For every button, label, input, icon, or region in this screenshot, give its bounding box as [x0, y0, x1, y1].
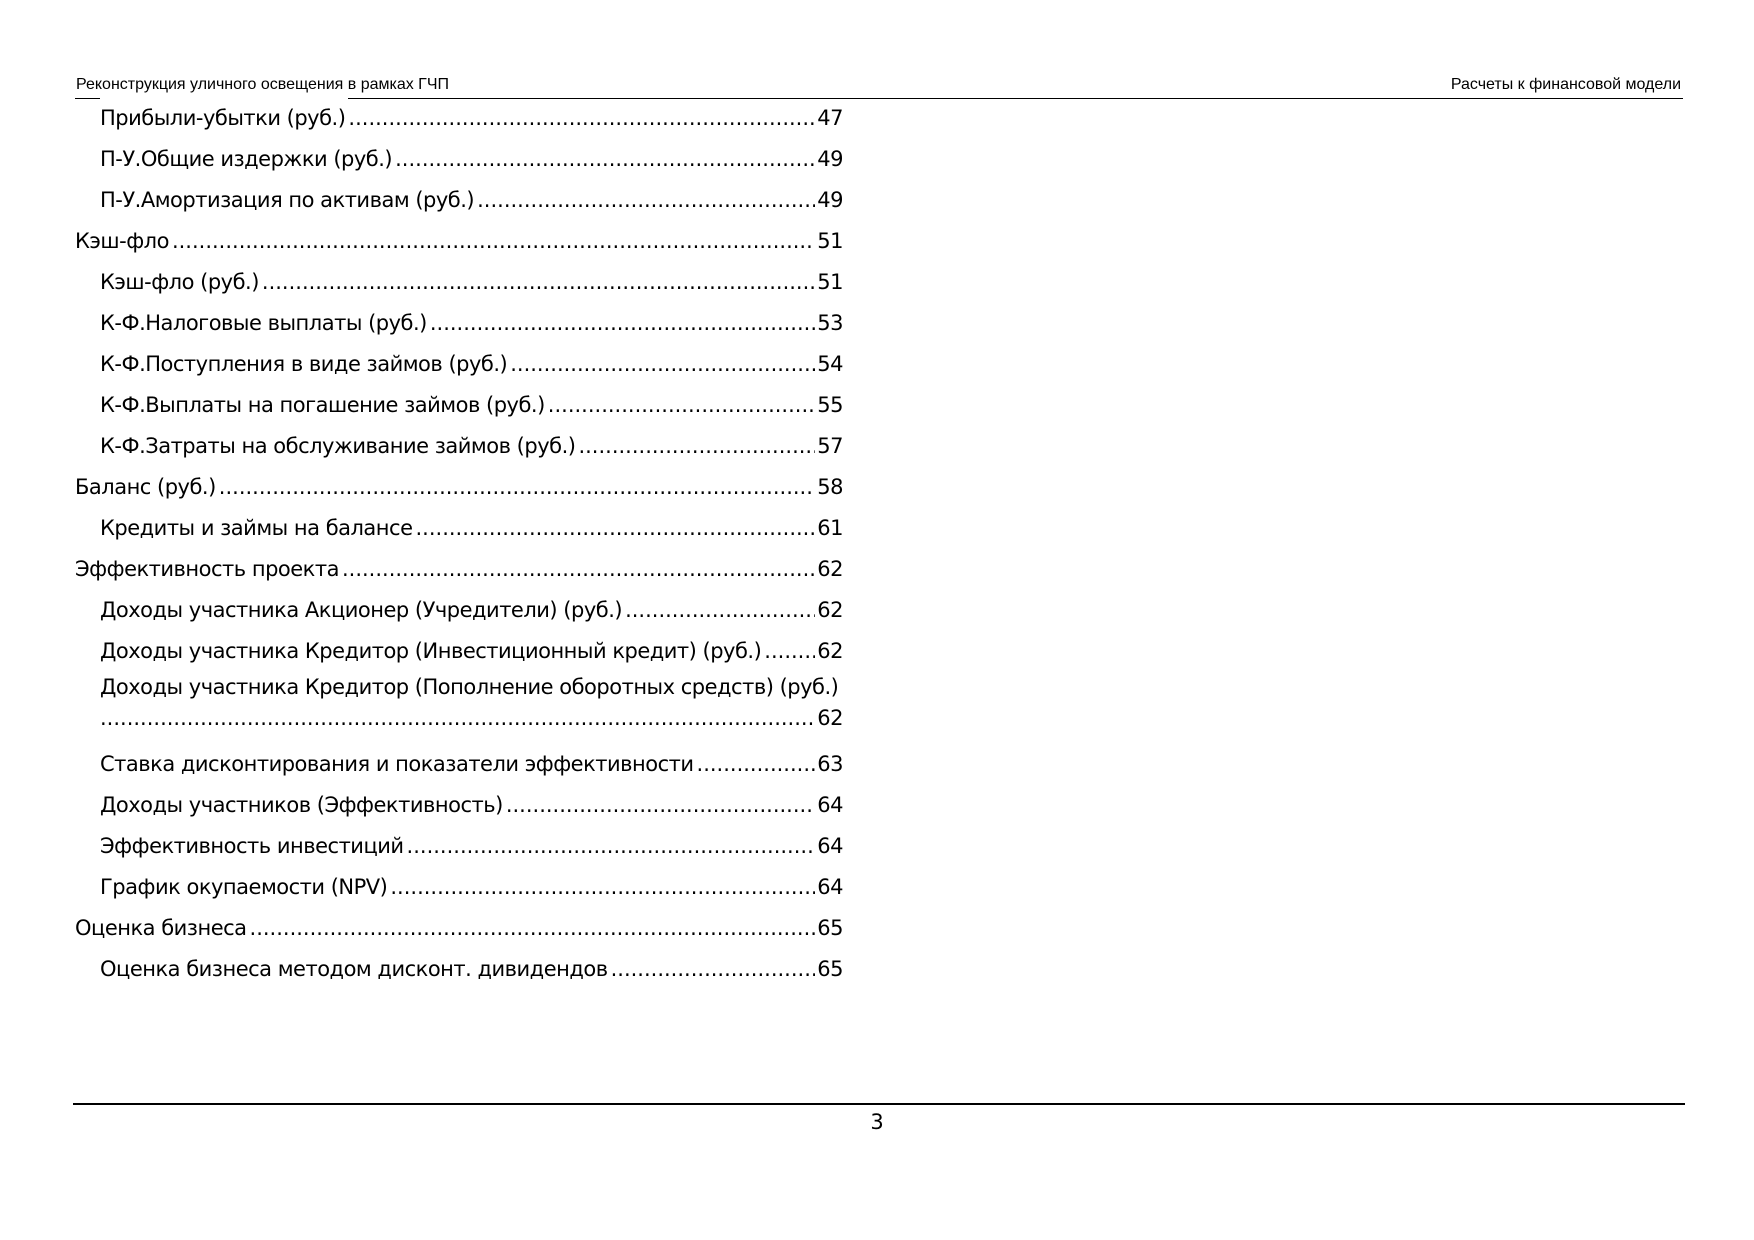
toc-dot-leader: [697, 744, 816, 785]
toc-entry[interactable]: [75, 949, 843, 990]
page-number: 3: [870, 1110, 884, 1134]
toc-entry[interactable]: [75, 139, 843, 180]
toc-entry-title: Кэш-фло (руб.): [100, 262, 262, 303]
toc-entry-page: 57: [817, 434, 843, 458]
toc-entry-title: К-Ф.Налоговые выплаты (руб.): [100, 303, 430, 344]
toc-entry-page: 49: [817, 188, 843, 212]
toc-entry-title: К-Ф.Затраты на обслуживание займов (руб.): [100, 426, 578, 467]
toc-entry-page: 62: [817, 706, 843, 730]
toc-dot-leader: [611, 949, 816, 990]
toc-entry[interactable]: [75, 508, 843, 549]
toc-dot-leader: [625, 590, 815, 631]
toc-entry-page: 62: [817, 557, 843, 581]
toc-entry[interactable]: [75, 426, 843, 467]
page-header: [75, 74, 1683, 99]
toc-entry-title: К-Ф.Поступления в виде займов (руб.): [100, 344, 510, 385]
toc-entry[interactable]: [75, 672, 843, 744]
toc-entry-title: Ставка дисконтирования и показатели эффективности: [100, 744, 697, 785]
toc-entry-page: 54: [817, 352, 843, 376]
toc-entry[interactable]: [75, 467, 843, 508]
toc-dot-leader: [172, 221, 815, 262]
toc-entry[interactable]: [75, 785, 843, 826]
toc-entry-title: Оценка бизнеса: [75, 908, 250, 949]
toc-entry[interactable]: [75, 303, 843, 344]
toc-entry[interactable]: [75, 549, 843, 590]
toc-entry-page: 58: [817, 475, 843, 499]
toc-entry[interactable]: [75, 180, 843, 221]
toc-entry[interactable]: [75, 826, 843, 867]
toc-dot-leader: [100, 703, 815, 734]
toc-entry-page: 51: [817, 270, 843, 294]
toc-dot-leader: [764, 631, 815, 672]
toc-dot-leader: [342, 549, 815, 590]
toc-entry[interactable]: [75, 262, 843, 303]
toc-dot-leader: [510, 344, 815, 385]
toc-entry-page: 62: [817, 639, 843, 663]
toc-entry[interactable]: [75, 631, 843, 672]
toc-entry-page: 64: [817, 793, 843, 817]
toc-entry-title: Эффективность инвестиций: [100, 826, 407, 867]
toc-dot-leader: [548, 385, 815, 426]
toc-entry-page: 64: [817, 875, 843, 899]
toc-entry-page: 62: [817, 598, 843, 622]
toc-entry-title: Прибыли-убытки (руб.): [100, 98, 348, 139]
toc-entry-title: Баланс (руб.): [75, 467, 219, 508]
toc-entry-page: 53: [817, 311, 843, 335]
toc-entry-title: Доходы участника Кредитор (Инвестиционный кредит) (руб.): [100, 631, 764, 672]
toc-entry[interactable]: [75, 98, 843, 139]
toc-dot-leader: [219, 467, 815, 508]
toc-entry[interactable]: [75, 385, 843, 426]
toc-entry-page: 55: [817, 393, 843, 417]
toc-entry[interactable]: [75, 590, 843, 631]
toc-entry[interactable]: [75, 221, 843, 262]
toc-entry-page: 65: [817, 957, 843, 981]
toc-entry-title: Оценка бизнеса методом дисконт. дивидендов: [100, 949, 611, 990]
toc-entry-title: График окупаемости (NPV): [100, 867, 390, 908]
toc-entry[interactable]: [75, 867, 843, 908]
toc-dot-leader: [506, 785, 815, 826]
toc-entry-title: П-У.Амортизация по активам (руб.): [100, 180, 477, 221]
toc-entry[interactable]: [75, 908, 843, 949]
toc-entry-page: 63: [817, 752, 843, 776]
toc-entry[interactable]: [75, 344, 843, 385]
toc-dot-leader: [262, 262, 815, 303]
toc-entry-title: Кэш-фло: [75, 221, 172, 262]
toc-dot-leader: [407, 826, 816, 867]
toc-entry-title: Доходы участника Акционер (Учредители) (руб.): [100, 590, 625, 631]
toc-entry-page: 64: [817, 834, 843, 858]
toc-dot-leader: [390, 867, 815, 908]
toc-entry-title: Эффективность проекта: [75, 549, 342, 590]
toc-entry-page: 51: [817, 229, 843, 253]
table-of-contents: [75, 98, 843, 990]
toc-dot-leader: [250, 908, 816, 949]
toc-entry-title: Доходы участника Кредитор (Пополнение оборотных средств) (руб.): [100, 675, 839, 699]
toc-entry-page: 65: [817, 916, 843, 940]
toc-entry-title: Доходы участников (Эффективность): [100, 785, 506, 826]
toc-entry[interactable]: [75, 744, 843, 785]
toc-entry-title: П-У.Общие издержки (руб.): [100, 139, 395, 180]
toc-dot-leader: [477, 180, 815, 221]
toc-entry-page: 47: [817, 106, 843, 130]
toc-dot-leader: [416, 508, 816, 549]
toc-entry-title: К-Ф.Выплаты на погашение займов (руб.): [100, 385, 548, 426]
toc-dot-leader: [348, 98, 815, 139]
footer-divider: [73, 1103, 1685, 1105]
toc-entry-page: 49: [817, 147, 843, 171]
header-document-title: Реконструкция уличного освещения в рамках ГЧП: [76, 76, 450, 93]
toc-dot-leader: [395, 139, 815, 180]
toc-dot-leader: [578, 426, 815, 467]
toc-dot-leader: [430, 303, 815, 344]
toc-entry-title: Кредиты и займы на балансе: [100, 508, 416, 549]
header-section-title: Расчеты к финансовой модели: [1450, 76, 1681, 93]
toc-entry-page: 61: [817, 516, 843, 540]
